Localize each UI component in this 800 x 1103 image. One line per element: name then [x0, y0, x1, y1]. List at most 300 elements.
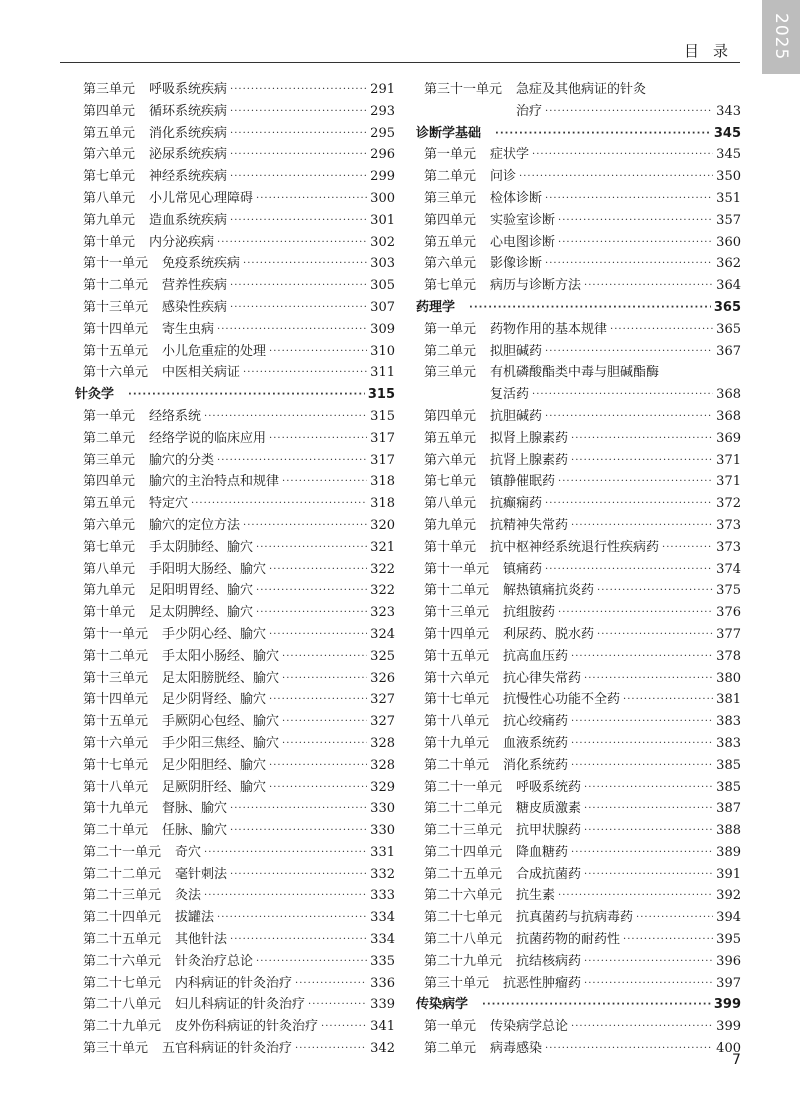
- page-ref: 317: [370, 430, 395, 446]
- unit-label: 第九单元: [424, 517, 477, 533]
- page-ref: 397: [716, 975, 741, 991]
- unit-label: 第二十二单元: [83, 866, 162, 882]
- dot-leader: [230, 79, 367, 101]
- toc-entry: [75, 602, 395, 624]
- unit-label: 第十五单元: [83, 343, 149, 359]
- unit-label: 第六单元: [83, 517, 136, 533]
- page-ref: 291: [370, 82, 395, 97]
- page-ref: 339: [370, 997, 395, 1013]
- dot-leader: [545, 101, 713, 123]
- dot-leader: [204, 885, 367, 907]
- unit-label: 第十四单元: [83, 692, 149, 708]
- page-ref: 343: [716, 103, 741, 119]
- entry-title: 抗心律失常药: [503, 670, 582, 686]
- unit-label: 第十单元: [83, 605, 136, 621]
- unit-label: 第七单元: [83, 169, 136, 185]
- toc-entry: [416, 973, 741, 995]
- section-title: 传染病学: [416, 997, 469, 1013]
- unit-label: 第二十单元: [424, 757, 490, 773]
- dot-leader: [230, 101, 367, 123]
- entry-title: 足厥阴肝经、腧穴: [162, 779, 267, 795]
- page-ref: 327: [370, 692, 395, 708]
- entry-title: 毫针刺法: [175, 866, 228, 882]
- page-ref: 299: [370, 169, 395, 185]
- dot-leader: [584, 820, 713, 842]
- entry-title: 小儿常见心理障碍: [149, 190, 254, 206]
- unit-label: 第四单元: [424, 212, 477, 228]
- page-ref: 367: [716, 343, 741, 359]
- unit-label: 第四单元: [83, 474, 136, 490]
- page-ref: 374: [716, 561, 741, 577]
- entry-title: 抗菌药物的耐药性: [516, 932, 621, 948]
- unit-label: 第二单元: [424, 1041, 477, 1057]
- page-ref: 357: [716, 212, 741, 228]
- toc-entry: [75, 798, 395, 820]
- unit-label: 第十九单元: [83, 801, 149, 817]
- page-ref: 345: [713, 125, 741, 141]
- dot-leader: [636, 907, 713, 929]
- unit-label: 第八单元: [83, 561, 136, 577]
- page-ref: 378: [716, 648, 741, 664]
- entry-title: 拟胆碱药: [490, 343, 543, 359]
- unit-label: 第三单元: [83, 82, 136, 97]
- page-ref: 395: [716, 932, 741, 948]
- toc-section-heading: [416, 297, 741, 319]
- entry-title: 循环系统疾病: [149, 103, 228, 119]
- toc-entry: [416, 1038, 741, 1060]
- page-ref: 372: [716, 496, 741, 512]
- unit-label: 第二十三单元: [83, 888, 162, 904]
- unit-label: 第一单元: [424, 1019, 477, 1035]
- page-ref: 388: [716, 823, 741, 839]
- toc-entry: [416, 537, 741, 559]
- unit-label: 第五单元: [83, 125, 136, 141]
- unit-label: 第二十七单元: [83, 975, 162, 991]
- entry-title: 灸法: [175, 888, 202, 904]
- dot-leader: [545, 253, 713, 275]
- unit-label: 第三十一单元: [424, 82, 503, 97]
- dot-leader: [243, 253, 367, 275]
- toc-entry: [416, 450, 741, 472]
- unit-label: 第十单元: [83, 234, 136, 250]
- unit-label: 第十二单元: [83, 278, 149, 294]
- unit-label: 第九单元: [83, 583, 136, 599]
- dot-leader: [269, 755, 367, 777]
- dot-leader: [558, 885, 713, 907]
- entry-title: 手太阳小肠经、腧穴: [162, 648, 280, 664]
- section-title: 诊断学基础: [416, 125, 482, 141]
- toc-entry: [75, 362, 395, 384]
- dot-leader: [230, 798, 367, 820]
- page-ref: 315: [370, 408, 395, 424]
- dot-leader: [321, 1016, 367, 1038]
- dot-leader: [571, 450, 713, 472]
- unit-label: 第十四单元: [83, 321, 149, 337]
- dot-leader: [282, 646, 367, 668]
- toc-entry: [416, 471, 741, 493]
- unit-label: 第二十八单元: [83, 997, 162, 1013]
- entry-title: 足少阴肾经、腧穴: [162, 692, 267, 708]
- page-ref: 293: [370, 103, 395, 119]
- unit-label: 第八单元: [83, 190, 136, 206]
- unit-label: 第十八单元: [424, 714, 490, 730]
- entry-title: 血液系统药: [503, 735, 569, 751]
- dot-leader: [571, 1016, 713, 1038]
- toc-entry: [416, 668, 741, 690]
- toc-entry: [75, 689, 395, 711]
- dot-leader: [571, 842, 713, 864]
- toc-entry: [75, 646, 395, 668]
- unit-label: 第六单元: [424, 452, 477, 468]
- entry-title: 病历与诊断方法: [490, 278, 582, 294]
- page-ref: 300: [370, 190, 395, 206]
- toc-entry: [416, 907, 741, 929]
- entry-title: 特定穴: [149, 496, 189, 512]
- dot-leader: [558, 232, 713, 254]
- page-ref: 315: [367, 387, 395, 403]
- toc-entry: [75, 885, 395, 907]
- toc-entry: [75, 973, 395, 995]
- toc-entry: [75, 755, 395, 777]
- unit-label: 第七单元: [83, 539, 136, 555]
- dot-leader: [532, 384, 713, 406]
- page-ref: 296: [370, 147, 395, 163]
- unit-label: 第一单元: [424, 321, 477, 337]
- toc-entry: [75, 253, 395, 275]
- unit-label: 第三十单元: [83, 1041, 149, 1057]
- entry-title: 针灸治疗总论: [175, 953, 254, 969]
- page-ref: 317: [370, 452, 395, 468]
- unit-label: 第六单元: [424, 256, 477, 272]
- page-ref: 371: [716, 474, 741, 490]
- unit-label: 第二十单元: [83, 823, 149, 839]
- entry-title: 手少阴心经、腧穴: [162, 626, 267, 642]
- toc-entry: [416, 820, 741, 842]
- toc-entry: [416, 929, 741, 951]
- toc-entry: [416, 1016, 741, 1038]
- page-ref: 341: [370, 1019, 395, 1035]
- toc-entry: [75, 144, 395, 166]
- toc-entry: [75, 820, 395, 842]
- page-ref: 365: [713, 299, 741, 315]
- dot-leader: [282, 711, 367, 733]
- dot-leader: [256, 537, 367, 559]
- toc-entry: [416, 232, 741, 254]
- dot-leader: [295, 1038, 367, 1060]
- unit-label: 第四单元: [83, 103, 136, 119]
- toc-entry: [75, 275, 395, 297]
- unit-label: 第十一单元: [83, 626, 149, 642]
- year-tab: 2025: [762, 0, 800, 74]
- page-ref: 387: [716, 801, 741, 817]
- dot-leader: [545, 1038, 713, 1060]
- entry-title: 呼吸系统药: [516, 779, 582, 795]
- dot-leader: [584, 973, 713, 995]
- entry-title: 呼吸系统疾病: [149, 82, 228, 97]
- unit-label: 第十一单元: [424, 561, 490, 577]
- toc-entry: [75, 450, 395, 472]
- entry-title-continued: 复活药: [490, 387, 530, 403]
- toc-section-heading: [75, 384, 395, 406]
- dot-leader: [282, 733, 367, 755]
- dot-leader: [584, 951, 713, 973]
- toc-entry: [75, 733, 395, 755]
- dot-leader: [545, 188, 713, 210]
- toc-entry: [75, 1016, 395, 1038]
- entry-title: 心电图诊断: [490, 234, 556, 250]
- entry-title: 检体诊断: [490, 190, 543, 206]
- unit-label: 第二十三单元: [424, 823, 503, 839]
- dot-leader: [230, 929, 367, 951]
- page-ref: 394: [716, 910, 741, 926]
- page-ref: 309: [370, 321, 395, 337]
- entry-title: 药物作用的基本规律: [490, 321, 608, 337]
- page-ref: 310: [370, 343, 395, 359]
- page-ref: 328: [370, 757, 395, 773]
- toc-entry: [416, 493, 741, 515]
- toc-entry: [75, 624, 395, 646]
- entry-title: 抗甲状腺药: [516, 823, 582, 839]
- unit-label: 第六单元: [83, 147, 136, 163]
- page-ref: 335: [370, 953, 395, 969]
- entry-title: 手阳明大肠经、腧穴: [149, 561, 267, 577]
- page-ref: 303: [370, 256, 395, 272]
- unit-label: 第十四单元: [424, 626, 490, 642]
- toc-entry: [416, 275, 741, 297]
- entry-title: 解热镇痛抗炎药: [503, 583, 595, 599]
- toc-entry: [416, 602, 741, 624]
- toc-entry: [416, 559, 741, 581]
- dot-leader: [584, 777, 713, 799]
- toc-entry: [416, 842, 741, 864]
- toc-entry: [75, 537, 395, 559]
- unit-label: 第五单元: [424, 234, 477, 250]
- toc-entry: [75, 668, 395, 690]
- unit-label: 第十一单元: [83, 256, 149, 272]
- entry-title: 腧穴的主治特点和规律: [149, 474, 280, 490]
- entry-title: 其他针法: [175, 932, 228, 948]
- page-ref: 391: [716, 866, 741, 882]
- toc-entry: [75, 232, 395, 254]
- unit-label: 第二十四单元: [83, 910, 162, 926]
- unit-label: 第十九单元: [424, 735, 490, 751]
- dot-leader: [584, 798, 713, 820]
- entry-title: 急症及其他病证的针灸: [516, 82, 647, 97]
- unit-label: 第十六单元: [83, 735, 149, 751]
- page-ref: 327: [370, 714, 395, 730]
- entry-title: 糖皮质激素: [516, 801, 582, 817]
- page-ref: 385: [716, 779, 741, 795]
- toc-entry: [75, 341, 395, 363]
- dot-leader: [243, 362, 367, 384]
- entry-title: 手太阴肺经、腧穴: [149, 539, 254, 555]
- toc-entry: [416, 755, 741, 777]
- page-ref: 328: [370, 735, 395, 751]
- entry-title: 抗胆碱药: [490, 408, 543, 424]
- toc-entry: [75, 580, 395, 602]
- dot-leader: [584, 668, 713, 690]
- page-ref: 301: [370, 212, 395, 228]
- dot-leader: [495, 123, 711, 145]
- toc-entry: [75, 406, 395, 428]
- dot-leader: [558, 210, 713, 232]
- entry-title: 足太阳膀胱经、腧穴: [162, 670, 280, 686]
- dot-leader: [584, 275, 713, 297]
- dot-leader: [230, 210, 367, 232]
- entry-title: 督脉、腧穴: [162, 801, 228, 817]
- entry-title: 症状学: [490, 147, 530, 163]
- entry-title: 消化系统药: [503, 757, 569, 773]
- toc-entry: [75, 559, 395, 581]
- toc-entry: [416, 188, 741, 210]
- unit-label: 第二十五单元: [424, 866, 503, 882]
- entry-title: 合成抗菌药: [516, 866, 582, 882]
- entry-title: 抗中枢神经系统退行性疾病药: [490, 539, 660, 555]
- dot-leader: [256, 602, 367, 624]
- unit-label: 第二十九单元: [83, 1019, 162, 1035]
- page-ref: 330: [370, 823, 395, 839]
- page-ref: 320: [370, 517, 395, 533]
- toc-entry: [75, 951, 395, 973]
- toc-entry: [416, 341, 741, 363]
- page-ref: 333: [370, 888, 395, 904]
- toc-entry: [75, 842, 395, 864]
- dot-leader: [256, 951, 367, 973]
- unit-label: 第十单元: [424, 539, 477, 555]
- unit-label: 第十三单元: [424, 605, 490, 621]
- dot-leader: [230, 864, 367, 886]
- toc-entry-continuation: [416, 101, 741, 123]
- page-ref: 373: [716, 517, 741, 533]
- page-ref: 377: [716, 626, 741, 642]
- toc-entry: [75, 711, 395, 733]
- entry-title: 有机磷酸酯类中毒与胆碱酯酶: [490, 365, 660, 381]
- toc-entry: [75, 471, 395, 493]
- entry-title: 抗慢性心功能不全药: [503, 692, 621, 708]
- dot-leader: [217, 907, 367, 929]
- unit-label: 第三单元: [83, 452, 136, 468]
- page-ref: 332: [370, 866, 395, 882]
- dot-leader: [269, 341, 367, 363]
- page-ref: 295: [370, 125, 395, 141]
- entry-title: 镇静催眠药: [490, 474, 556, 490]
- entry-title: 足阳明胃经、腧穴: [149, 583, 254, 599]
- dot-leader: [217, 232, 367, 254]
- section-title: 药理学: [416, 299, 456, 315]
- dot-leader: [571, 646, 713, 668]
- toc-entry: [75, 123, 395, 145]
- entry-title: 泌尿系统疾病: [149, 147, 228, 163]
- page-ref: 396: [716, 953, 741, 969]
- entry-title: 经络系统: [149, 408, 202, 424]
- toc-section-heading: [416, 123, 741, 145]
- entry-title: 抗结核病药: [516, 953, 582, 969]
- section-title: 针灸学: [75, 387, 115, 403]
- dot-leader: [269, 428, 367, 450]
- dot-leader: [571, 515, 713, 537]
- page-ref: 318: [370, 496, 395, 512]
- toc-entry: [75, 777, 395, 799]
- page-ref: 399: [713, 997, 741, 1013]
- page-ref: 345: [716, 147, 741, 163]
- unit-label: 第十五单元: [83, 714, 149, 730]
- dot-leader: [269, 689, 367, 711]
- page-ref: 336: [370, 975, 395, 991]
- dot-leader: [204, 406, 367, 428]
- page-ref: 365: [716, 321, 741, 337]
- dot-leader: [482, 994, 711, 1016]
- toc-entry: [416, 210, 741, 232]
- dot-leader: [256, 580, 367, 602]
- page-ref: 311: [370, 365, 395, 381]
- toc-entry: [75, 994, 395, 1016]
- entry-title: 问诊: [490, 169, 517, 185]
- entry-title: 皮外伤科病证的针灸治疗: [175, 1019, 319, 1035]
- page-ref: 331: [370, 844, 395, 860]
- toc-entry: [75, 493, 395, 515]
- page-number: 7: [732, 1052, 741, 1068]
- dot-leader: [545, 493, 713, 515]
- unit-label: 第四单元: [424, 408, 477, 424]
- entry-title: 手厥阴心包经、腧穴: [162, 714, 280, 730]
- dot-leader: [204, 842, 367, 864]
- toc-entry-continuation: [416, 384, 741, 406]
- toc-entry: [75, 864, 395, 886]
- dot-leader: [230, 123, 367, 145]
- dot-leader: [571, 755, 713, 777]
- dot-leader: [545, 341, 713, 363]
- entry-title: 消化系统疾病: [149, 125, 228, 141]
- entry-title: 镇痛药: [503, 561, 543, 577]
- dot-leader: [662, 537, 713, 559]
- unit-label: 第十二单元: [83, 648, 149, 664]
- toc-entry: [75, 907, 395, 929]
- dot-leader: [230, 297, 367, 319]
- dot-leader: [558, 471, 713, 493]
- toc-entry: [416, 79, 741, 101]
- header-divider: [60, 62, 740, 63]
- entry-title: 影像诊断: [490, 256, 543, 272]
- page-ref: 302: [370, 234, 395, 250]
- unit-label: 第二十一单元: [83, 844, 162, 860]
- page-ref: 383: [716, 714, 741, 730]
- toc-entry: [416, 406, 741, 428]
- toc-entry: [416, 144, 741, 166]
- dot-leader: [230, 275, 367, 297]
- page-ref: 364: [716, 278, 741, 294]
- page-ref: 322: [370, 583, 395, 599]
- entry-title: 营养性疾病: [162, 278, 228, 294]
- toc-entry: [75, 515, 395, 537]
- page-ref: 385: [716, 757, 741, 773]
- entry-title: 抗肾上腺素药: [490, 452, 569, 468]
- toc-entry: [416, 362, 741, 384]
- page-ref: 329: [370, 779, 395, 795]
- unit-label: 第五单元: [424, 430, 477, 446]
- dot-leader: [230, 820, 367, 842]
- unit-label: 第二十八单元: [424, 932, 503, 948]
- page-ref: 373: [716, 539, 741, 555]
- unit-label: 第十三单元: [83, 299, 149, 315]
- page-ref: 322: [370, 561, 395, 577]
- page-ref: 368: [716, 387, 741, 403]
- page-ref: 330: [370, 801, 395, 817]
- entry-title: 造血系统疾病: [149, 212, 228, 228]
- dot-leader: [269, 559, 367, 581]
- page-ref: 342: [370, 1041, 395, 1057]
- dot-leader: [571, 428, 713, 450]
- toc-left-column: [75, 79, 395, 1060]
